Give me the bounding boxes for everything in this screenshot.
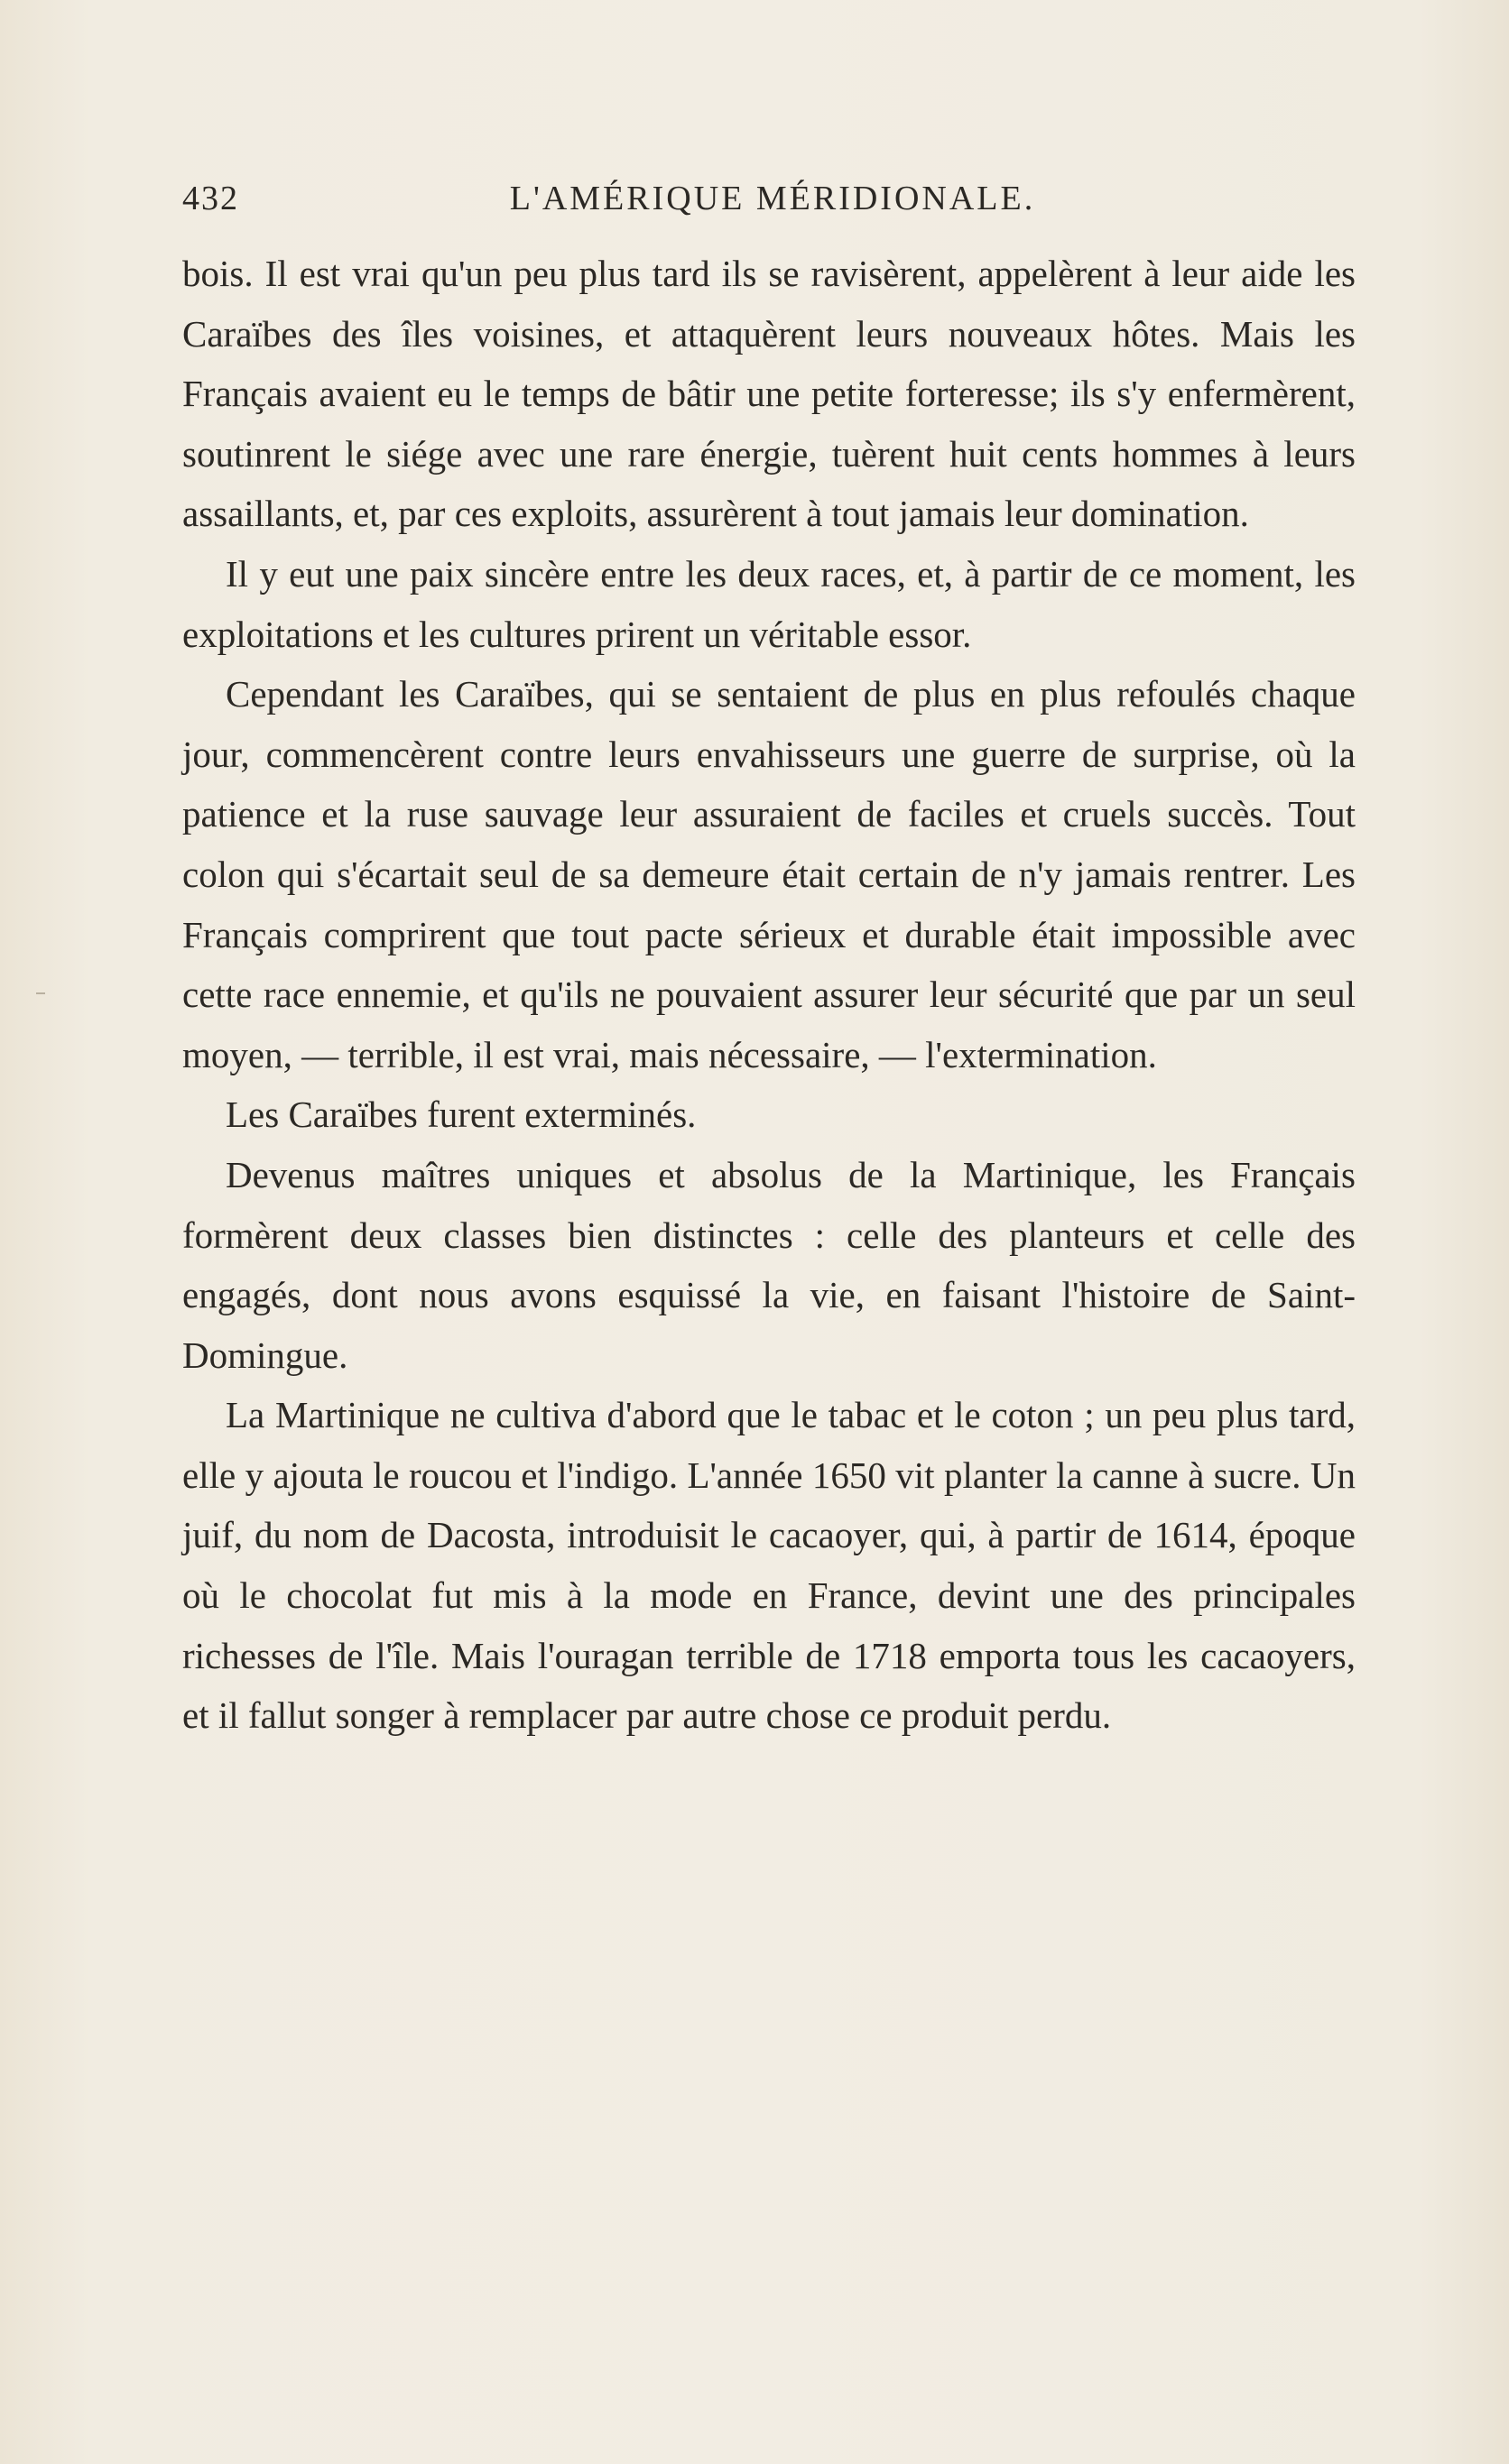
paragraph: Cependant les Caraïbes, qui se sentaient de plus en plus refoulés chaque jour, commencèrent contre leurs envahisseurs une guerre de surprise, où la patience et la ruse sauvage leur assuraient de faciles et cruels succès. Tout colon qui s'écartait seul de sa demeure était certain de n'y jamais rentrer. Les Français comprirent que tout pacte sérieux et durable était impossible avec cette race ennemie, et qu'ils ne pouvaient assurer leur sécurité que par un seul moyen, — terrible, il est vrai, mais nécessaire, — l'extermination. <box>182 673 1356 1075</box>
running-title: L'AMÉRIQUE MÉRIDIONALE. <box>509 180 1036 217</box>
paragraph: Il y eut une paix sincère entre les deux races, et, à partir de ce moment, les exploitations et les cultures prirent un véritable essor. <box>182 552 1356 655</box>
page-number: 432 <box>182 180 239 217</box>
body-text <box>182 244 1356 1746</box>
paragraph: Les Caraïbes furent exterminés. <box>226 1094 697 1136</box>
paragraph: La Martinique ne cultiva d'abord que le tabac et le coton ; un peu plus tard, elle y ajouta le roucou et l'indigo. L'année 1650 vit planter la canne à sucre. Un juif, du nom de Dacosta, introduisit le cacaoyer, qui, à partir de 1614, époque où le chocolat fut mis à la mode en France, devint une des principales richesses de l'île. Mais l'ouragan terrible de 1718 emporta tous les cacaoyers, et il fallut songer à remplacer par autre chose ce produit perdu. <box>182 1394 1356 1737</box>
margin-mark <box>36 992 45 994</box>
paragraph: bois. Il est vrai qu'un peu plus tard ils se ravisèrent, appelèrent à leur aide les Caraïbes des îles voisines, et attaquèrent leurs nouveaux hôtes. Mais les Français avaient eu le temps de bâtir une petite forteresse; ils s'y enfermèrent, soutinrent le siége avec une rare énergie, tuèrent huit cents hommes à leurs assaillants, et, par ces exploits, assurèrent à tout jamais leur domination. <box>182 253 1356 535</box>
page-header <box>182 179 1363 233</box>
paragraph: Devenus maîtres uniques et absolus de la Martinique, les Français formèrent deux classes bien distinctes : celle des planteurs et celle des engagés, dont nous avons esquissé la vie, en faisant l'histoire de Saint-Domingue. <box>182 1153 1356 1376</box>
